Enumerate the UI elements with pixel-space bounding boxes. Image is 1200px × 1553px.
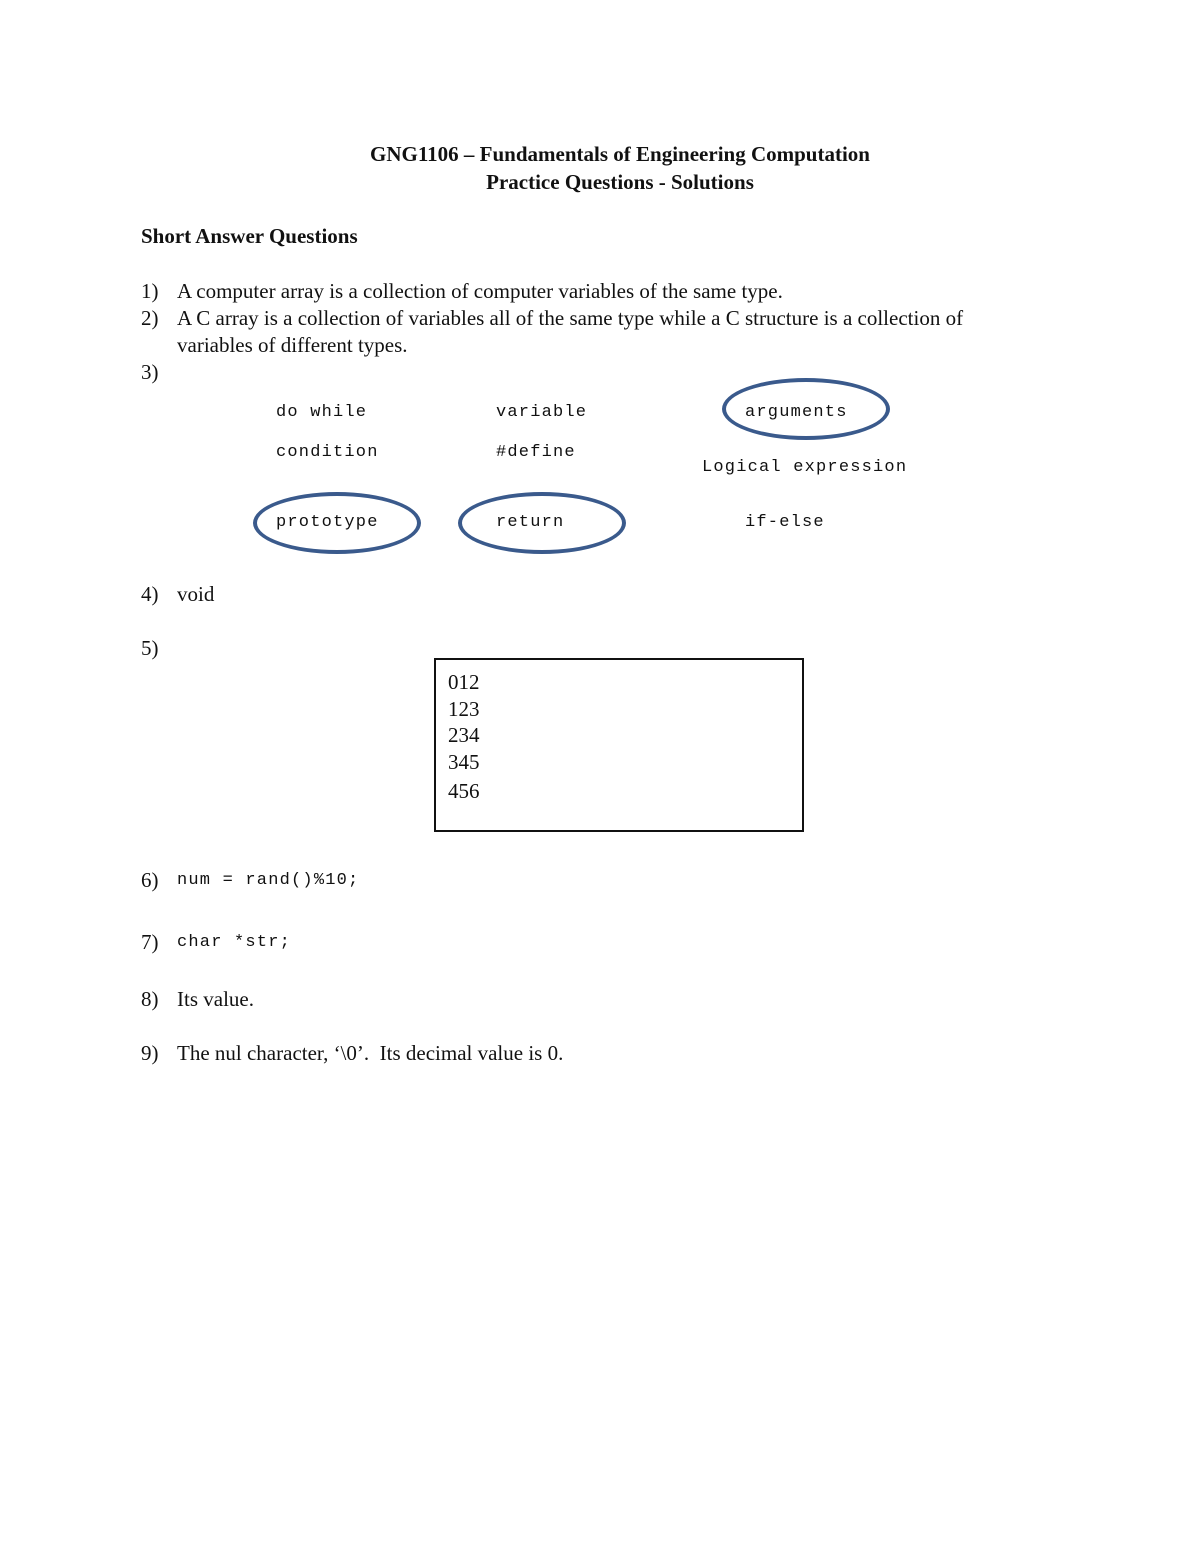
question-number: 8) [141,987,159,1011]
output-line: 123 [448,697,480,721]
question-number: 5) [141,636,159,660]
term-do-while: do while [276,403,368,422]
question-number: 2) [141,306,159,330]
term-arguments: arguments [745,403,848,422]
answer-text: Its value. [177,987,254,1011]
answer-text: The nul character, ‘\0’. Its decimal value is 0. [177,1041,564,1065]
output-line: 012 [448,670,480,694]
term-condition: condition [276,443,379,462]
section-heading: Short Answer Questions [141,224,358,248]
question-number: 7) [141,930,159,954]
output-line: 456 [448,779,480,803]
answer-text: void [177,582,215,606]
document-subtitle: Practice Questions - Solutions [486,170,754,194]
answer-text: variables of different types. [177,333,408,357]
term-variable: variable [496,403,588,422]
code-answer: char *str; [177,933,292,952]
document-title: GNG1106 – Fundamentals of Engineering Computation [370,142,870,166]
question-number: 3) [141,360,159,384]
code-answer: num = rand()%10; [177,871,360,890]
answer-text: A C array is a collection of variables all of the same type while a C structure is a collection of [177,306,964,330]
term-prototype: prototype [276,513,379,532]
term-return: return [496,513,565,532]
answer-text: A computer array is a collection of computer variables of the same type. [177,279,783,303]
term-define: #define [496,443,576,462]
output-line: 345 [448,750,480,774]
question-number: 4) [141,582,159,606]
term-logical-expression: Logical expression [702,458,908,477]
question-number: 6) [141,868,159,892]
question-number: 9) [141,1041,159,1065]
output-box [434,658,804,832]
question-number: 1) [141,279,159,303]
term-if-else: if-else [745,513,825,532]
output-line: 234 [448,723,480,747]
